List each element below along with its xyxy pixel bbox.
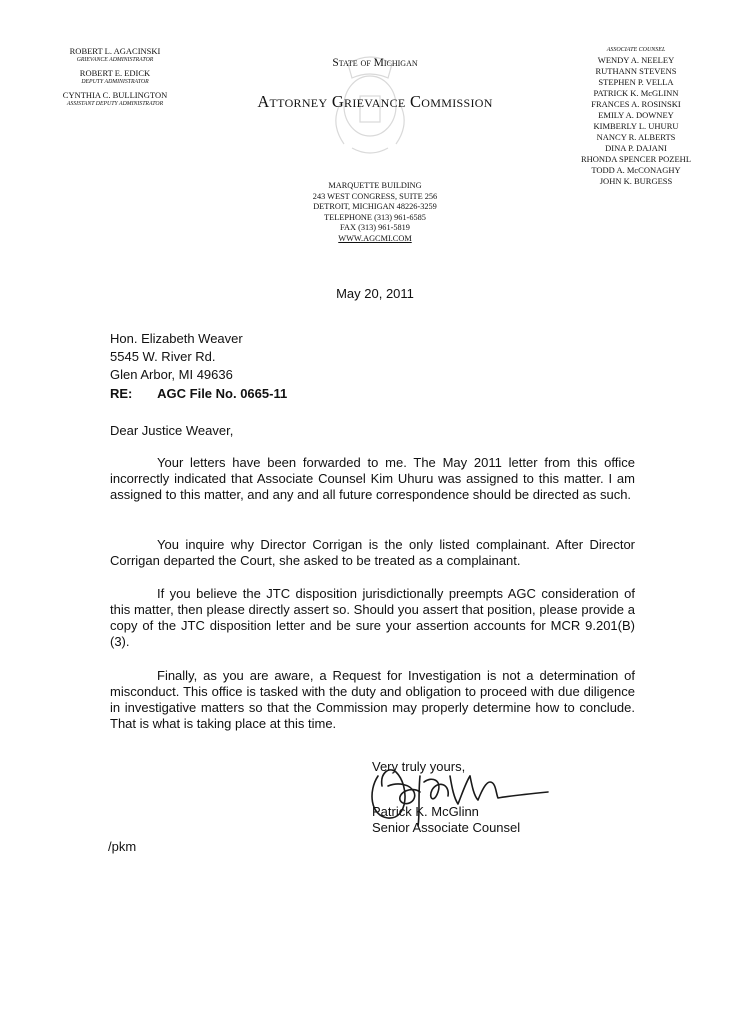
body-paragraph: Your letters have been forwarded to me. The May 2011 letter from this office incorrectly indicated that Associate Counsel Kim Uhuru was assigned to this matter. I am assigned to this matter, and any and all future correspondence should be directed as such. (110, 455, 635, 502)
typist-initials: /pkm (108, 839, 137, 854)
counsel-name: TODD A. McCONAGHY (591, 165, 681, 175)
address-line: MARQUETTE BUILDING (328, 181, 422, 190)
salutation: Dear Justice Weaver, (110, 423, 234, 438)
counsel-name: NANCY R. ALBERTS (596, 132, 676, 142)
signature-block (372, 804, 520, 836)
recipient-address (110, 330, 243, 384)
recipient-line: Glen Arbor, MI 49636 (110, 367, 233, 382)
administrator-entry (40, 46, 190, 64)
reference-line (110, 386, 287, 401)
counsel-name: RHONDA SPENCER POZEHL (580, 154, 692, 164)
address-line: FAX (313) 961-5819 (340, 223, 410, 233)
state-name: State of Michigan (332, 57, 418, 69)
counsel-name: FRANCES A. ROSINSKI (591, 99, 681, 109)
signer-title: Senior Associate Counsel (372, 820, 521, 835)
commission-name: Attorney Grievance Commission (257, 92, 493, 111)
body-paragraph: Finally, as you are aware, a Request for Investigation is not a determination of misconduct. This office is tasked with the duty and obligation to proceed with due diligence in investigative matters so that the Commission may properly determine how to conclude. That is what is taking place at this time. (110, 668, 635, 731)
website-link[interactable]: WWW.AGCMI.COM (338, 233, 412, 243)
counsel-name: EMILY A. DOWNEY (598, 110, 674, 120)
administrator-name: CYNTHIA C. BULLINGTON (62, 90, 168, 100)
counsel-name: WENDY A. NEELEY (597, 55, 675, 65)
recipient-line: 5545 W. River Rd. (110, 349, 216, 364)
counsel-name: RUTHANN STEVENS (595, 66, 677, 76)
associate-counsel-list (556, 46, 716, 187)
administrator-name: ROBERT E. EDICK (79, 68, 151, 78)
administrator-title: ASSISTANT DEPUTY ADMINISTRATOR (66, 101, 164, 107)
address-line: 243 WEST CONGRESS, SUITE 256 (312, 191, 438, 201)
recipient-line: Hon. Elizabeth Weaver (110, 331, 243, 346)
reference-text: AGC File No. 0665-11 (157, 386, 288, 401)
administrator-title: GRIEVANCE ADMINISTRATOR (76, 57, 154, 63)
address-line: DETROIT, MICHIGAN 48226-3259 (313, 202, 437, 212)
body-paragraph: You inquire why Director Corrigan is the only listed complainant. After Director Corrigan departed the Court, she asked to be treated as a complainant. (110, 537, 635, 568)
administrators-list (40, 46, 190, 112)
closing: Very truly yours, (372, 759, 466, 774)
counsel-name: PATRICK K. McGLINN (593, 88, 679, 98)
counsel-name: JOHN K. BURGESS (599, 176, 673, 186)
counsel-name: DINA P. DAJANI (605, 143, 667, 153)
body-paragraph: If you believe the JTC disposition jurisdictionally preempts AGC consideration of this matter, then please directly assert so. Should you assert that position, please provide a copy of the JTC disposition letter and be sure your assertion accounts for MCR 9.201(B)(3). (110, 586, 635, 649)
letter-date: May 20, 2011 (336, 286, 414, 301)
administrator-entry (40, 68, 190, 86)
administrator-title: DEPUTY ADMINISTRATOR (81, 79, 149, 85)
address-line: TELEPHONE (313) 961-6585 (324, 212, 426, 222)
counsel-name: STEPHEN P. VELLA (598, 77, 674, 87)
reference-label: RE: (110, 386, 133, 401)
associate-counsel-heading: ASSOCIATE COUNSEL (606, 47, 666, 53)
office-address (250, 181, 500, 245)
administrator-entry (40, 90, 190, 108)
signer-name: Patrick K. McGlinn (372, 804, 479, 819)
counsel-name: KIMBERLY L. UHURU (593, 121, 679, 131)
administrator-name: ROBERT L. AGACINSKI (69, 46, 161, 56)
